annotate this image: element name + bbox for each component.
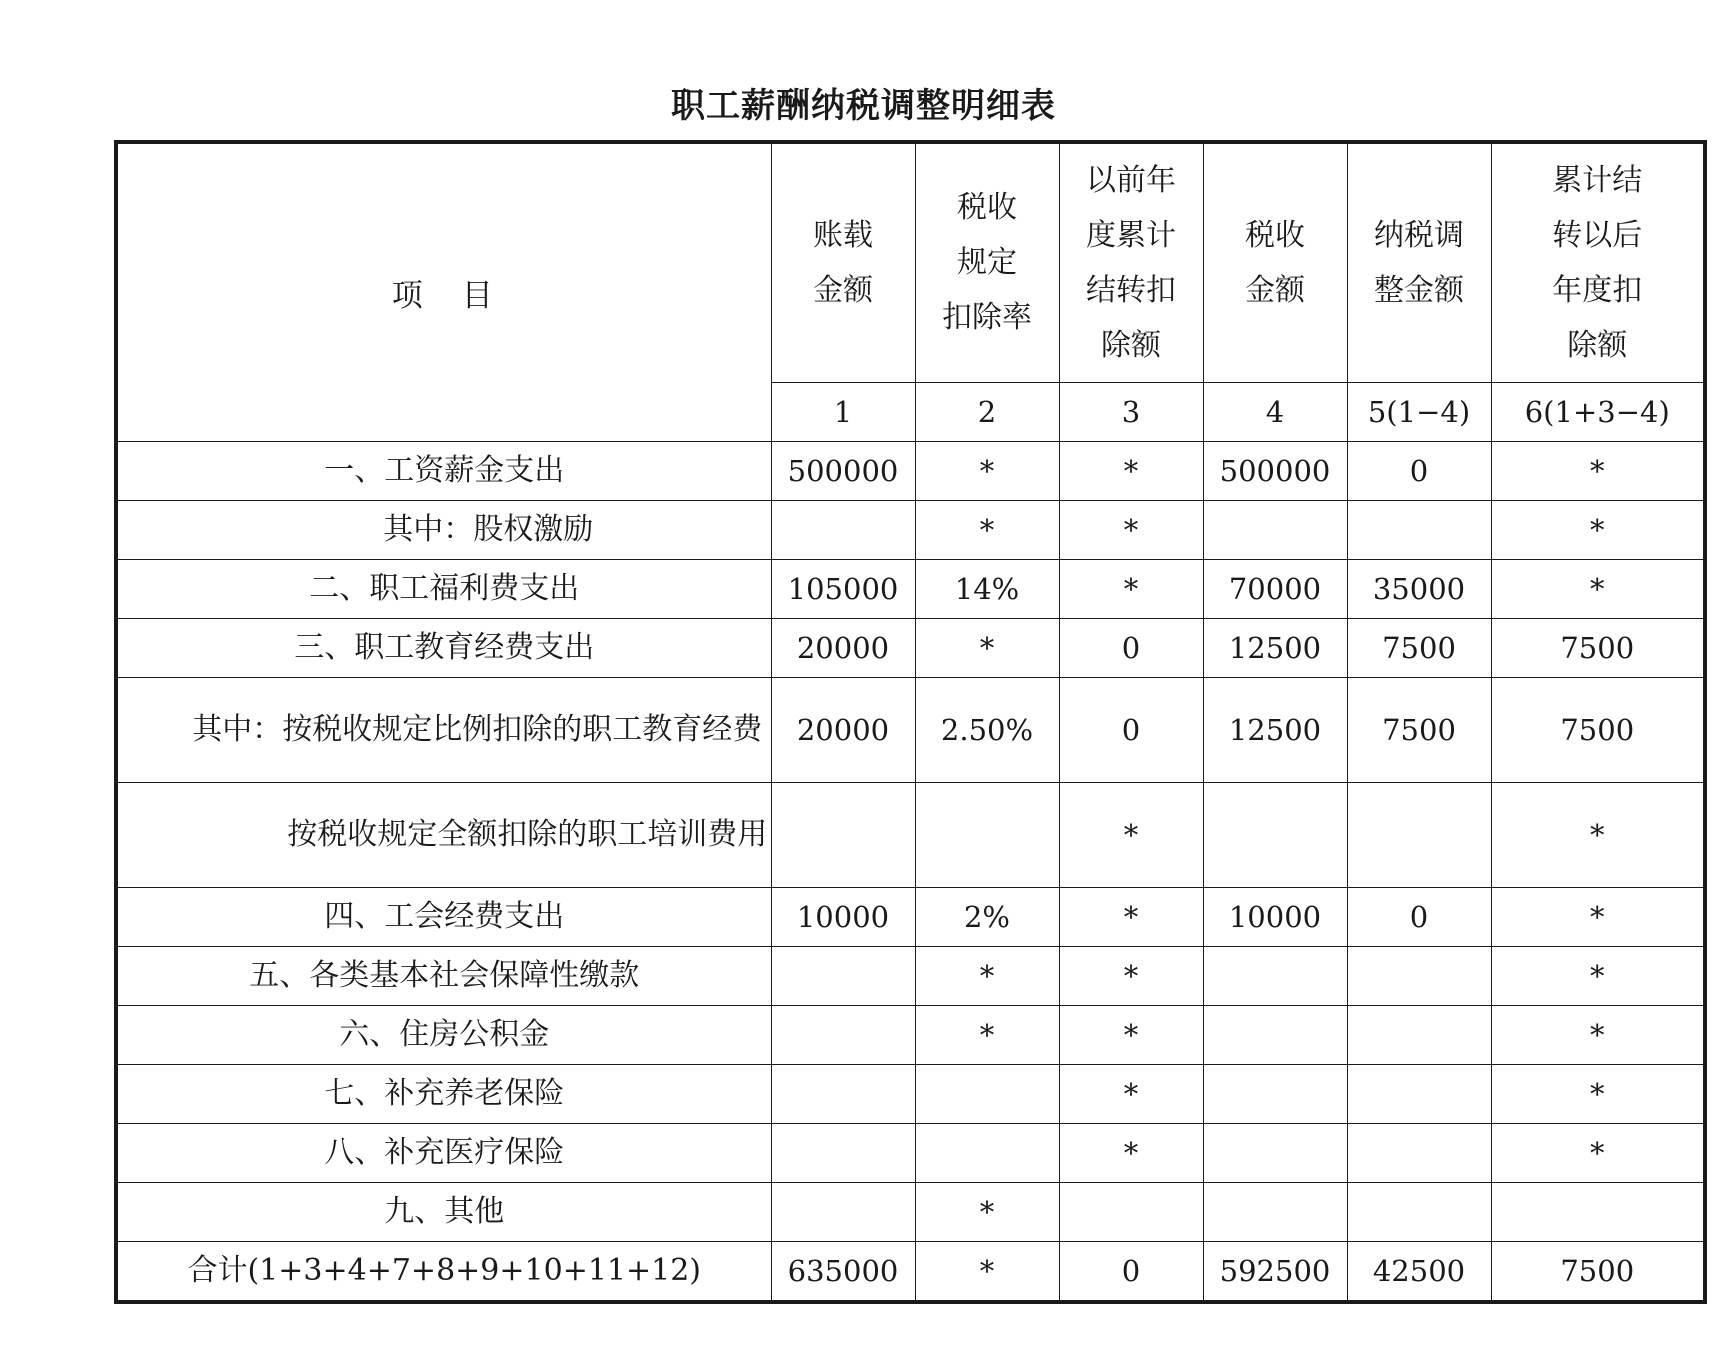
row-c5: 7500 [1347,618,1491,677]
row-c6: * [1491,500,1705,559]
row-c2: * [915,441,1059,500]
total-c4: 592500 [1203,1241,1347,1302]
row-c5: 7500 [1347,677,1491,782]
header-col6: 累计结 转以后 年度扣 除额 [1491,142,1705,382]
row-c4 [1203,1182,1347,1241]
total-row [116,1241,1705,1302]
row-c6: * [1491,782,1705,887]
table-row [116,441,1705,500]
row-c4 [1203,946,1347,1005]
header-col5: 纳税调 整金额 [1347,142,1491,382]
row-c5: 0 [1347,887,1491,946]
table-row [116,677,1705,782]
row-c6: * [1491,1005,1705,1064]
header-col4: 税收 金额 [1203,142,1347,382]
table-row [116,782,1705,887]
row-c3 [1059,1182,1203,1241]
header-col1: 账载 金额 [771,142,915,382]
row-c6: 7500 [1491,677,1705,782]
row-c3: * [1059,782,1203,887]
row-c5 [1347,946,1491,1005]
row-c2: * [915,500,1059,559]
total-c2: * [915,1241,1059,1302]
row-c2: * [915,1005,1059,1064]
row-c4: 12500 [1203,677,1347,782]
row-c3: * [1059,1005,1203,1064]
total-c1: 635000 [771,1241,915,1302]
row-item: 其中：股权激励 [116,500,771,559]
table-row [116,500,1705,559]
row-c3: * [1059,887,1203,946]
row-c3: * [1059,500,1203,559]
header-col2: 税收 规定 扣除率 [915,142,1059,382]
total-c3: 0 [1059,1241,1203,1302]
row-c5 [1347,1064,1491,1123]
row-c4: 10000 [1203,887,1347,946]
row-item: 五、各类基本社会保障性缴款 [116,946,771,1005]
row-c2 [915,1123,1059,1182]
row-c6: 7500 [1491,618,1705,677]
row-c5: 35000 [1347,559,1491,618]
table-row [116,618,1705,677]
row-c5 [1347,1182,1491,1241]
row-item: 按税收规定全额扣除的职工培训费用 [116,782,771,887]
row-item: 二、职工福利费支出 [116,559,771,618]
table-row [116,1123,1705,1182]
row-c6: * [1491,441,1705,500]
row-c6: * [1491,946,1705,1005]
row-c5: 0 [1347,441,1491,500]
row-c3: * [1059,559,1203,618]
row-c2: 2.50% [915,677,1059,782]
row-c2: 2% [915,887,1059,946]
row-c2 [915,1064,1059,1123]
row-c1: 500000 [771,441,915,500]
colnum-5: 5(1−4) [1347,382,1491,441]
header-col3: 以前年 度累计 结转扣 除额 [1059,142,1203,382]
row-c6: * [1491,1123,1705,1182]
row-c1: 20000 [771,618,915,677]
row-c1 [771,1064,915,1123]
total-item: 合计(1+3+4+7+8+9+10+11+12) [116,1241,771,1302]
row-item: 九、其他 [116,1182,771,1241]
row-c3: 0 [1059,618,1203,677]
table-row [116,946,1705,1005]
row-c2 [915,782,1059,887]
row-c2: * [915,946,1059,1005]
table-row [116,1182,1705,1241]
row-c1 [771,946,915,1005]
colnum-2: 2 [915,382,1059,441]
row-c6 [1491,1182,1705,1241]
total-c6: 7500 [1491,1241,1705,1302]
row-c1 [771,1005,915,1064]
row-c1 [771,782,915,887]
row-c4 [1203,1064,1347,1123]
row-item: 三、职工教育经费支出 [116,618,771,677]
row-c5 [1347,500,1491,559]
colnum-4: 4 [1203,382,1347,441]
row-c4 [1203,1123,1347,1182]
colnum-1: 1 [771,382,915,441]
table-row [116,887,1705,946]
tax-adjustment-table [114,140,1707,1304]
row-c1: 20000 [771,677,915,782]
row-c6: * [1491,1064,1705,1123]
row-c5 [1347,782,1491,887]
row-c1 [771,500,915,559]
row-c1 [771,1182,915,1241]
row-c3: * [1059,1123,1203,1182]
row-c4 [1203,1005,1347,1064]
row-item: 其中：按税收规定比例扣除的职工教育经费 [116,677,771,782]
row-c2: * [915,618,1059,677]
row-c2: 14% [915,559,1059,618]
total-c5: 42500 [1347,1241,1491,1302]
row-item: 六、住房公积金 [116,1005,771,1064]
header-item: 项 目 [116,142,771,441]
row-c4: 12500 [1203,618,1347,677]
table-row [116,1064,1705,1123]
table-row [116,559,1705,618]
row-item: 七、补充养老保险 [116,1064,771,1123]
row-item: 四、工会经费支出 [116,887,771,946]
colnum-6: 6(1+3−4) [1491,382,1705,441]
row-c5 [1347,1005,1491,1064]
row-item: 一、工资薪金支出 [116,441,771,500]
header-row [116,142,1705,382]
row-c3: * [1059,946,1203,1005]
row-c4: 70000 [1203,559,1347,618]
row-c3: * [1059,1064,1203,1123]
row-c3: * [1059,441,1203,500]
row-c2: * [915,1182,1059,1241]
row-c6: * [1491,887,1705,946]
row-c1: 105000 [771,559,915,618]
row-c5 [1347,1123,1491,1182]
row-c1: 10000 [771,887,915,946]
colnum-3: 3 [1059,382,1203,441]
row-c4 [1203,782,1347,887]
table-row [116,1005,1705,1064]
row-c4: 500000 [1203,441,1347,500]
row-c1 [771,1123,915,1182]
row-c6: * [1491,559,1705,618]
row-item: 八、补充医疗保险 [116,1123,771,1182]
row-c3: 0 [1059,677,1203,782]
row-c4 [1203,500,1347,559]
page-title: 职工薪酬纳税调整明细表 [671,86,1056,126]
